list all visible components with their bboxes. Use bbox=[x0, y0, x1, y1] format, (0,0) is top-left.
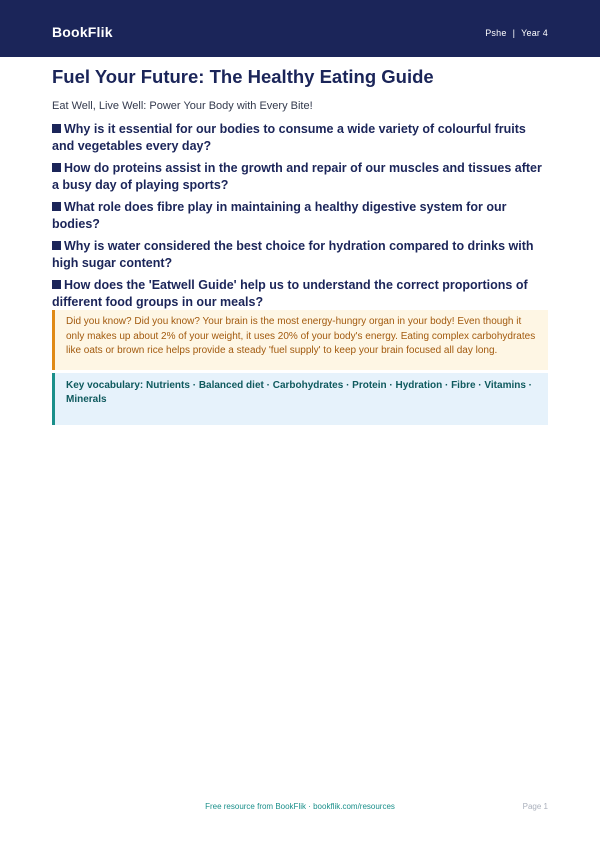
question-text: How does the 'Eatwell Guide' help us to understand the correct proportions of different food groups in our meals? bbox=[52, 278, 528, 309]
question-item bbox=[52, 238, 548, 271]
square-bullet-icon bbox=[52, 241, 61, 250]
question-list bbox=[52, 121, 548, 316]
subject-label: Pshe bbox=[485, 28, 507, 38]
question-text: How do proteins assist in the growth and repair of our muscles and tissues after a busy day of playing sports? bbox=[52, 161, 542, 192]
question-item bbox=[52, 277, 548, 310]
square-bullet-icon bbox=[52, 163, 61, 172]
footer-resource-link[interactable]: Free resource from BookFlik · bookflik.com/resources bbox=[205, 802, 395, 811]
page-subtitle: Eat Well, Live Well: Power Your Body with Every Bite! bbox=[52, 100, 313, 112]
fact-callout: Did you know? Did you know? Your brain is the most energy-hungry organ in your body! Even though it only makes up about 2% of your weight, it uses 20% of your body's energy. Eating complex carbohydrates like oats or brown rice helps provide a steady 'fuel supply' to keep your brain focused all day long. bbox=[52, 310, 548, 370]
page-number: Page 1 bbox=[522, 802, 548, 811]
square-bullet-icon bbox=[52, 280, 61, 289]
question-item bbox=[52, 160, 548, 193]
question-text: What role does fibre play in maintaining a healthy digestive system for our bodies? bbox=[52, 200, 507, 231]
vocabulary-callout: Key vocabulary: Nutrients · Balanced diet · Carbohydrates · Protein · Hydration · Fibre · Vitamins · Minerals bbox=[52, 373, 548, 425]
square-bullet-icon bbox=[52, 202, 61, 211]
brand-logo[interactable]: BookFlik bbox=[52, 24, 113, 40]
question-item bbox=[52, 199, 548, 232]
question-text: Why is water considered the best choice for hydration compared to drinks with high sugar content? bbox=[52, 239, 534, 270]
question-item bbox=[52, 121, 548, 154]
question-text: Why is it essential for our bodies to consume a wide variety of colourful fruits and vegetables every day? bbox=[52, 122, 526, 153]
header-bar bbox=[0, 0, 600, 57]
page-title: Fuel Your Future: The Healthy Eating Guide bbox=[52, 66, 434, 87]
header-meta bbox=[485, 28, 548, 38]
square-bullet-icon bbox=[52, 124, 61, 133]
meta-separator: | bbox=[512, 28, 516, 38]
year-label: Year 4 bbox=[521, 28, 548, 38]
